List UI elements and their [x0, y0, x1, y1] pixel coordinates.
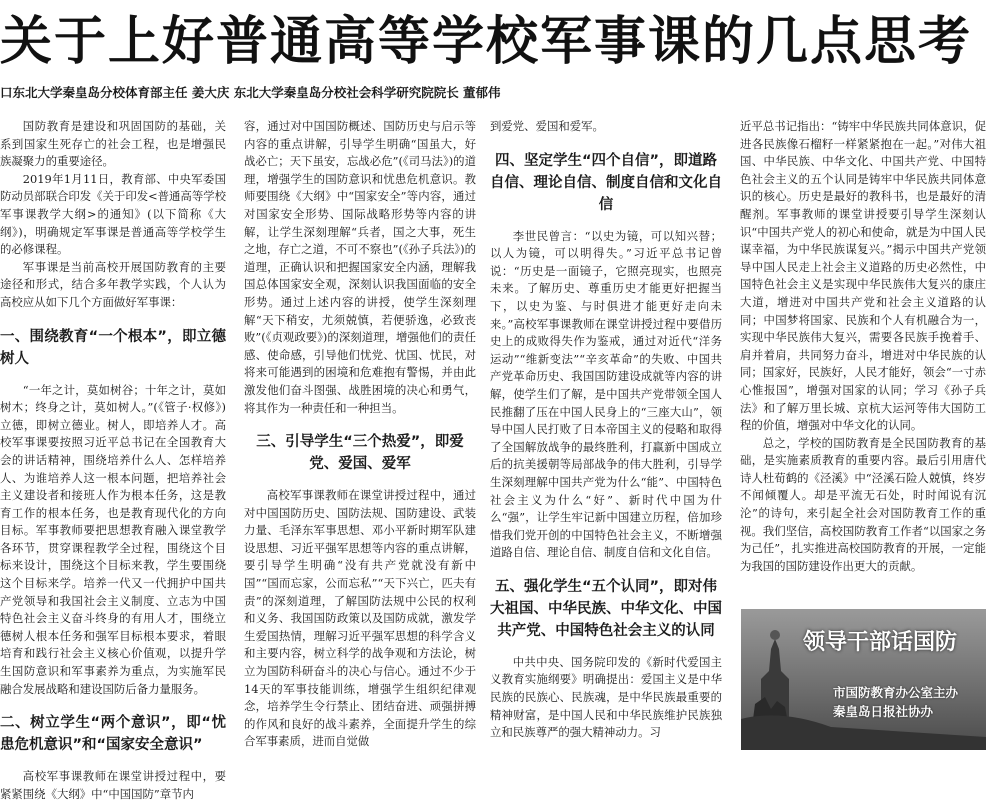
section-heading-4: 四、坚定学生“四个自信”，即道路自信、理论自信、制度自信和文化自信: [490, 152, 722, 213]
paragraph: 高校军事课教师在课堂讲授过程中，通过对中国国防历史、国防法规、国防建设、武装力量、毛泽东军事思想、邓小平新时期军队建设思想、习近平强军思想等内容的重点讲解，要引导学生明确“没有共产党就没有新中国”“国而忘家，公而忘私”“天下兴亡，匹夫有责”的深刻道理，了解国防法规中公民的权利和义务、我国国防政策以及国防成就，激发学生爱国热情，理解习近平强军思想的科学含义和主要内容，树立科学的战争观和方法论，树立为国防科研奋斗的决心与信心。通过不少于14天的军事技能训练，增强学生组织纪律观念，培养学生令行禁止、团结奋进、顽强拼搏的作风和良好的战斗素养，全面提升学生的综合军事素质，进而自觉做: [244, 488, 476, 749]
section-heading-1: 一、围绕教育“一个根本”，即立德树人: [0, 328, 226, 367]
banner-cohost: 秦皇岛日报社协办: [833, 704, 934, 719]
banner-host: 市国防教育办公室主办: [833, 685, 959, 700]
paragraph: 李世民曾言：“以史为镜，可以知兴替；以人为镜，可以明得失。”习近平总书记曾说：“历史是一面镜子，它照亮现实，也照亮未来。了解历史、尊重历史才能更好把握当下，以史为鉴、与时俱进才能更好走向未来。”高校军事课教师在课堂讲授过程中要借历史上的成败得失作为鉴戒，通过对近代“洋务运动”“维新变法”“辛亥革命”的失败、中国共产党革命历史、我国国防建设成就等内容的讲解，使学生们了解，是中国共产党带领全国人民推翻了压在中国人民身上的“三座大山”，领导中国人民打败了日本帝国主义的侵略和取得了全国解放战争的最终胜利，打赢新中国成立后的抗美援朝等局部战争的伟大胜利，引导学生深刻理解中国共产党为什么“能”、中国特色社会主义为什么“好”、新时代中国为什么“强”，让学生牢记新中国建立历程，倍加珍惜我们党开创的中国特色社会主义，不断增强道路自信、理论自信、制度自信和文化自信。: [490, 228, 722, 560]
paragraph: 军事课是当前高校开展国防教育的主要途径和形式，结合多年教学实践，个人认为高校应从如下几个方面做好军事课：: [0, 259, 226, 309]
paragraph: “一年之计，莫如树谷；十年之计，莫如树木；终身之计，莫如树人。”(《管子·权修》)立德，即树立德业。树人，即培养人才。高校军事课要按照习近平总书记在全国教育大会的讲话精神，围绕培养什么人、怎样培养人、为谁培养人这一根本问题，把培养社会主义建设者和接班人作为根本任务，这是教育工作的根本任务，也是教育现代化的方向目标。军事教师要把思想教育融入课堂教学各环节，贯穿课程教学全过程，围绕这个目标来设计，围绕这个目标来教，学生要围绕这个目标来学。培养一代又一代拥护中国共产党领导和我国社会主义制度、立志为中国特色社会主义奋斗终身的有用人才，围绕立德树人根本任务和强军目标根本要求，着眼培育和践行社会主义核心价值观，以提升学生国防意识和军事素养为重点，为实施军民融合发展战略和建设国防后备力量服务。: [0, 382, 226, 696]
section-heading-3: 三、引导学生“三个热爱”，即爱党、爱国、爱军: [256, 434, 464, 473]
paragraph: 中共中央、国务院印发的《新时代爱国主义教育实施纲要》明确提出：爱国主义是中华民族的民族心、民族魂，是中华民族最重要的精神财富，是中国人民和中华民族维护民族独立和民族尊严的强大精神动力。习: [490, 654, 722, 740]
section-heading-2: 二、树立学生“两个意识”，即“忧患危机意识”和“国家安全意识”: [0, 715, 226, 754]
column-banner: [741, 609, 986, 750]
article-byline: 口东北大学秦皇岛分校体育部主任 姜大庆 东北大学秦皇岛分校社会科学研究院院长 董郁伟: [0, 85, 501, 100]
paragraph: 近平总书记指出：“铸牢中华民族共同体意识，促进各民族像石榴籽一样紧紧抱在一起。”对伟大祖国、中华民族、中华文化、中国共产党、中国特色社会主义的五个认同是铸牢中华民族共同体意识的核心。历史是最好的教科书，也是最好的清醒剂。军事教师的课堂讲授要引导学生深刻认识“中国共产党人的初心和使命，就是为中国人民谋幸福，为中华民族谋复兴。”揭示中国共产党领导中国人民走上社会主义道路的历史必然性，中国特色社会主义是实现中华民族伟大复兴的康庄大道，增进对中国共产党和社会主义道路的认同；中国梦将国家、民族和个人有机融合为一，实现中华民族伟大复兴，需要各民族手挽着手、肩并着肩，共同努力奋斗，增进对中华民族的认同；国家好，民族好，人民才能好，领会“一寸赤心惟报国”，增强对国家的认同；学习《孙子兵法》和了解万里长城、京杭大运河等伟大国防工程的价值，增强对中华文化的认同。: [740, 119, 986, 433]
section-heading-5: 五、强化学生“五个认同”，即对伟大祖国、中华民族、中华文化、中国共产党、中国特色社会主义的认同: [490, 578, 722, 639]
column-2: [244, 118, 476, 750]
paragraph: 2019年1月11日，教育部、中央军委国防动员部联合印发《关于印发<普通高等学校军事课教学大纲>的通知》(以下简称《大纲》)，明确规定军事课是普通高等学校学生的必修课程。: [0, 171, 226, 257]
column-4: [740, 118, 986, 604]
banner-title: 领导干部话国防: [803, 630, 958, 655]
paragraph: 容，通过对中国国防概述、国防历史与启示等内容的重点讲解，引导学生明确“国虽大，好战必亡；天下虽安，忘战必危”(《司马法》)的道理，增强学生的国防意识和忧患危机意识。教师要围绕《大纲》中“国家安全”等内容，通过对国家安全形势、国际战略形势等内容的讲解，让学生深刻理解“兵者，国之大事，死生之地，存亡之道，不可不察也”(《孙子兵法》)的道理，正确认识和把握国家安全内涵，理解我国总体国家安全观，深刻认识我国面临的安全形势。通过上述内容的讲授，使学生深刻理解“天下稍安，尤须兢慎，若便骄逸，必致丧败”(《贞观政要》)的深刻道理，增强他们的责任感、使命感，引导他们忧党、忧国、忧民，对将来可能遇到的困境和危难抱有警惕，并由此激发他们奋斗图强、战胜困境的决心和勇气，将其作为一种责任和一种担当。: [244, 119, 476, 415]
column-1: [0, 118, 226, 801]
paragraph: 到爱党、爱国和爱军。: [490, 119, 604, 133]
paragraph: 高校军事课教师在课堂讲授过程中，要紧紧围绕《大纲》中“中国国防”章节内: [0, 769, 226, 801]
article-title: 关于上好普通高等学校军事课的几点思考: [0, 12, 973, 72]
paragraph: 总之，学校的国防教育是全民国防教育的基础，是实施素质教育的重要内容。最后引用唐代诗人杜荀鹤的《泾溪》中“泾溪石险人兢慎，终岁不闻倾覆人。却是平流无石处，时时闻说有沉沦”的诗句，来引起全社会对国防教育工作的重视。我们坚信，高校国防教育工作者“以国家之务为己任”，扎实推进高校国防教育的开展，一定能为我国的国防建设作出更大的贡献。: [740, 435, 986, 573]
paragraph: 国防教育是建设和巩固国防的基础，关系到国家生死存亡的社会工程，也是增强民族凝聚力的重要途径。: [0, 119, 226, 169]
column-3: [490, 118, 722, 750]
